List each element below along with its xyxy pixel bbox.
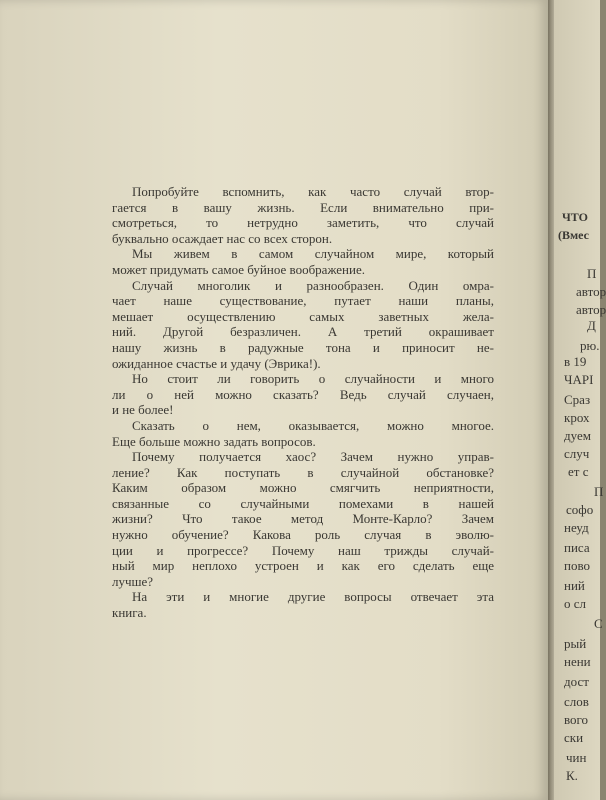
text-line: ции и прогрессе? Почему наш трижды случай- [112,542,494,558]
main-text [112,184,494,621]
text-line: лучше? [112,573,154,589]
right-page-line: С [594,616,603,631]
right-page-line: К. [566,768,578,783]
right-page-line: нени [564,654,591,669]
paragraph [112,449,494,589]
right-page [554,0,606,800]
right-page-line: автор [576,284,606,299]
text-line: и не более! [112,402,174,418]
text-line: Но стоит ли говорить о случайности и много [132,371,494,387]
text-line: ний. Другой безразличен. А третий окрашивает [112,324,494,340]
right-page-line: дост [564,674,589,689]
right-page-line: чин [566,750,587,765]
right-page-line: неуд [564,520,589,535]
text-line: нужно обучение? Какова роль случая в эволю- [112,527,494,543]
right-page-line: случ [564,446,590,461]
right-page-line: о сл [564,596,587,611]
text-line: Мы живем в самом случайном мире, который [132,246,494,262]
text-line: ожиданное счастье и удачу (Эврика!). [112,355,321,371]
text-line: Еще больше можно задать вопросов. [112,433,316,449]
right-page-line: крох [564,410,590,425]
right-page-line: вого [564,712,589,727]
right-page-line: ЧАРІ [564,372,594,387]
text-line: книга. [112,605,147,621]
right-page-line: в 19 [564,354,587,369]
right-page-line: автор [576,302,606,317]
right-page-line: пово [564,558,591,573]
text-line: нашу жизнь в радужные тона и приносит не- [112,339,494,355]
paragraph [112,418,494,449]
text-line: Сказать о нем, оказывается, можно многое. [132,417,494,433]
right-page-line: дуем [564,428,591,443]
text-line: Почему получается хаос? Зачем нужно управ- [132,449,494,465]
right-page-line: Д [587,318,596,333]
paragraph [112,589,494,620]
text-line: чает наше существование, путает наши планы, [112,293,494,309]
text-line: ление? Как поступать в случайной обстановке? [112,464,494,480]
text-line: ный мир неплохо устроен и как его сделать еще [112,558,494,574]
right-page-line: ний [564,578,585,593]
text-line: смотреться, то нетрудно заметить, что случай [112,215,494,231]
right-page-line: рю. [580,338,600,353]
paragraph [112,184,494,246]
text-line: мешает осуществлению самых заветных жела- [112,308,494,324]
right-page-line: рый [564,636,587,651]
text-line: На эти и многие другие вопросы отвечает эта [132,589,494,605]
right-page-line: П [587,266,597,281]
right-page-line: ЧТО [562,210,588,224]
paragraph [112,246,494,277]
right-page-line: писа [564,540,590,555]
right-page-line: П [594,484,604,499]
paragraph [112,371,494,418]
right-page-line: ски [564,730,584,745]
text-line: Каким образом можно смягчить неприятности, [112,480,494,496]
text-line: гается в вашу жизнь. Если внимательно при- [112,199,494,215]
text-line: буквально осаждает нас со всех сторон. [112,230,333,246]
text-line: жизни? Что такое метод Монте-Карло? Зачем [112,511,494,527]
right-page-line: слов [564,694,589,709]
text-line: связанные со случайными помехами в нашей [112,495,494,511]
right-page-line: ет с [568,464,589,479]
paragraph [112,278,494,372]
text-line: ли о ней можно сказать? Ведь случай случаен, [112,386,494,402]
right-page-line: софо [566,502,594,517]
right-page-line: (Вмес [558,228,589,242]
right-page-line: Сраз [564,392,591,407]
text-line: Случай многолик и разнообразен. Один омра- [132,277,494,293]
text-line: Попробуйте вспомнить, как часто случай втор- [132,184,494,199]
text-line: может придумать самое буйное воображение. [112,261,365,277]
